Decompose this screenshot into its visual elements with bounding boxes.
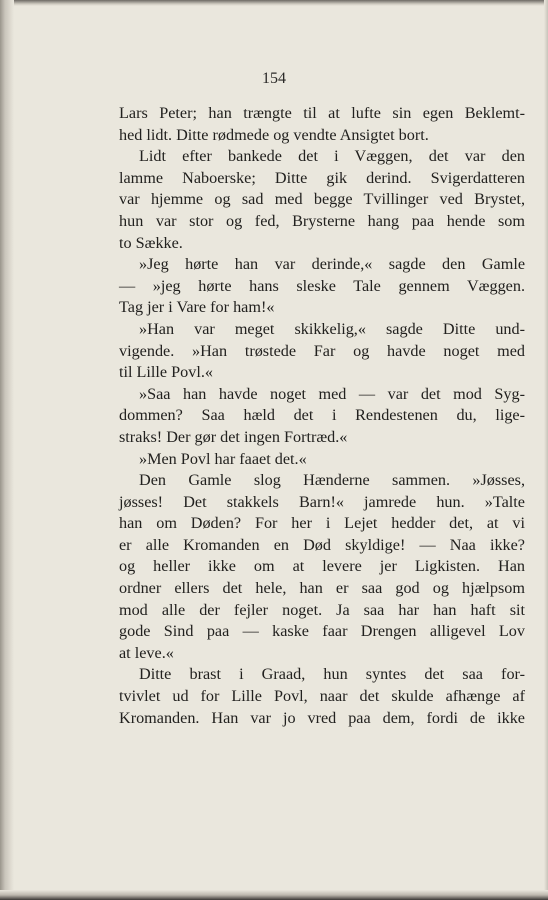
text-line: »Jeg hørte han var derinde,« sagde den Gamle: [139, 255, 525, 274]
text-line: »Han var meget skikkelig,« sagde Ditte und-: [139, 319, 525, 338]
text-line: dommen? Saa hæld det i Rendestenen du, lige-: [119, 406, 525, 425]
text-line: lamme Naboerske; Ditte gik derind. Svigerdatteren: [119, 168, 525, 187]
page-right-edge: [544, 0, 548, 900]
page-bottom-edge: [0, 890, 548, 900]
text-line: hun var stor og fed, Brysterne hang paa hende som: [119, 211, 525, 230]
text-line: Kromanden. Han var jo vred paa dem, fordi de ikke: [119, 708, 525, 727]
text-line: »Saa han havde noget med — var det mod Syg-: [139, 384, 525, 403]
text-line: mod alle der fejler noget. Ja saa har han haft sit: [119, 600, 525, 619]
text-line: straks! Der gør det ingen Fortræd.«: [119, 427, 348, 446]
text-line: til Lille Povl.«: [119, 363, 213, 382]
text-line: »Men Povl har faaet det.«: [139, 449, 307, 468]
text-line: Lidt efter bankede det i Væggen, det var den: [139, 147, 525, 166]
text-line: to Sække.: [119, 233, 183, 252]
text-line: Ditte brast i Graad, hun syntes det saa for-: [139, 665, 525, 684]
text-line: vigende. »Han trøstede Far og havde noget med: [119, 341, 525, 360]
text-line: er alle Kromanden en Død skyldige! — Naa ikke?: [119, 535, 525, 554]
text-line: hed lidt. Ditte rødmede og vendte Ansigtet bort.: [119, 125, 429, 144]
text-line: gode Sind paa — kaske faar Drengen alligevel Lov: [119, 622, 525, 641]
text-line: han om Døden? For her i Lejet hedder det, at vi: [119, 514, 525, 533]
body-text: [119, 103, 525, 729]
text-line: var hjemme og sad med begge Tvillinger ved Brystet,: [119, 190, 525, 209]
text-line: — »jeg hørte hans sleske Tale gennem Væggen.: [119, 276, 525, 295]
text-line: Lars Peter; han trængte til at lufte sin egen Beklemt-: [119, 104, 525, 122]
text-line: Den Gamle slog Hænderne sammen. »Jøsses,: [139, 471, 525, 490]
page-binding-edge: [0, 0, 14, 900]
page-top-edge: [0, 0, 548, 6]
text-line: tvivlet ud for Lille Povl, naar det skulde afhænge af: [119, 687, 525, 706]
text-line: at leve.«: [119, 643, 174, 662]
text-line: Tag jer i Vare for ham!«: [119, 298, 275, 317]
text-line: og heller ikke om at levere jer Ligkisten. Han: [119, 557, 525, 576]
page-number: 154: [262, 70, 286, 87]
text-line: ordner ellers det hele, han er saa god og hjælpsom: [119, 579, 525, 598]
text-line: jøsses! Det stakkels Barn!« jamrede hun. »Talte: [119, 492, 525, 511]
